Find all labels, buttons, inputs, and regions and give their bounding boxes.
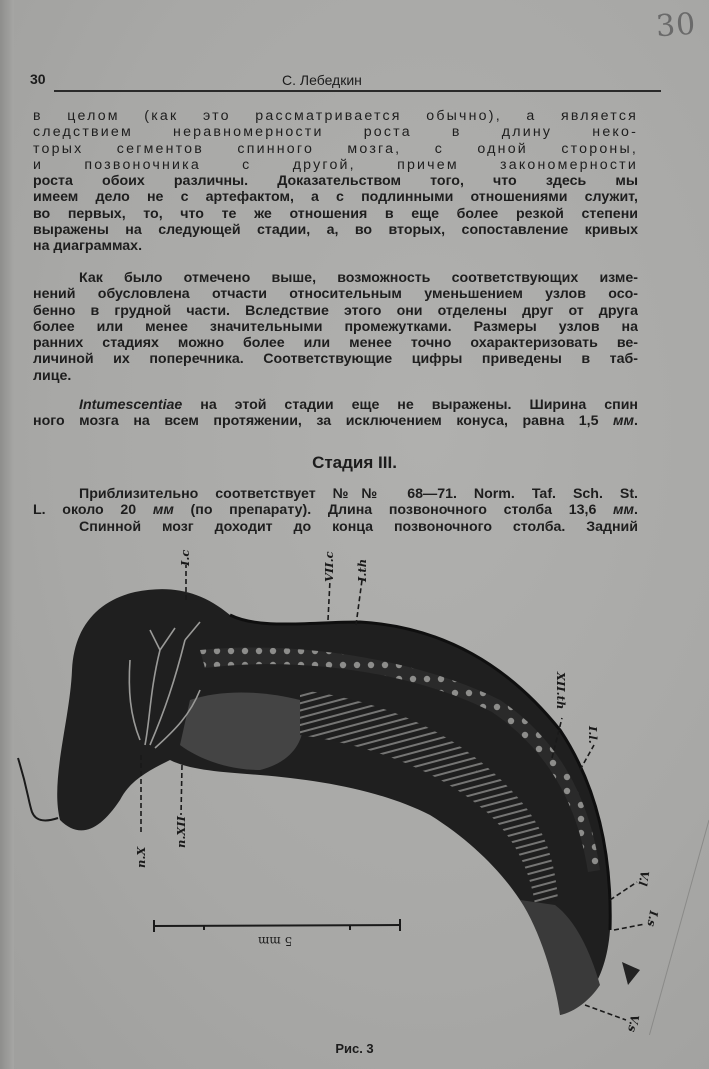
label-viic: VII.c — [322, 551, 336, 582]
text-line: Спинной мозг доходит до конца позвоночного столба. Задний — [79, 518, 638, 535]
text-line: следствием неравномерности роста в длину неко- — [33, 124, 638, 141]
label-nxii: n.XII — [174, 815, 188, 848]
figure-caption: Рис. 3 — [335, 1041, 374, 1056]
running-head-author: С. Лебедкин — [282, 72, 362, 88]
running-header — [30, 71, 630, 93]
text-line: Как было отмечено выше, возможность соответствующих изме- — [79, 270, 638, 286]
text-line: ранних стадиях можно более или менее точно охарактеризовать ве- — [33, 335, 638, 352]
scale-bar-label: 5 mm — [258, 934, 293, 948]
text-segment: . — [634, 502, 638, 519]
triangle-marker — [622, 962, 640, 985]
text-segment: . — [634, 413, 638, 430]
label-nx: n.X — [134, 846, 148, 868]
paragraph-3 — [33, 397, 638, 430]
header-rule — [54, 90, 661, 92]
unit: мм — [613, 502, 635, 519]
text-line — [33, 413, 638, 429]
text-line — [33, 397, 638, 413]
text-line: личиной их поперечника. Соответствующие цифры приведены в таб- — [33, 351, 638, 368]
paragraph-2 — [33, 270, 638, 384]
label-il: I.l. — [586, 726, 600, 744]
handwritten-page-number: 30 — [654, 6, 698, 45]
paragraph-1 — [33, 108, 638, 255]
label-lc: I.c — [178, 549, 192, 566]
text-segment: на этой стадии еще не выражены. Ширина спин — [182, 397, 638, 413]
text-line: лице. — [33, 367, 72, 384]
text-line: имеем дело не с артефактом, а с подлинными отношениями служит, — [33, 189, 638, 206]
text-line: Приблизительно соответствует №№ 68—71. Norm. Taf. Sch. St. — [79, 486, 638, 502]
text-segment: ного мозга на всем протяжении, за исключением конуса, равна 1,5 — [33, 413, 614, 430]
scale-bar — [154, 919, 400, 932]
thread-line — [18, 758, 58, 820]
section-heading: Стадия III. — [312, 453, 397, 472]
figure-illustration — [0, 545, 709, 1035]
text-line: бенно в грудной части. Вследствие этого они отделены друг от друга — [33, 302, 638, 319]
paragraph-4 — [33, 486, 638, 535]
text-segment: (по препарату). Длина позвоночного столба 13,6 — [173, 502, 614, 519]
text-line: более или менее значительными промежутками. Размеры узлов на — [33, 318, 638, 335]
label-ith: I.th — [355, 558, 369, 582]
text-line: нений обусловлена отчасти относительным уменьшением узлов осо- — [33, 286, 638, 303]
label-vs: V.s — [625, 1013, 642, 1034]
text-line: в целом (как это рассматривается обычно), а является — [33, 108, 638, 124]
page-number: 30 — [30, 71, 46, 87]
label-vl: V.l — [635, 869, 652, 888]
label-xiith: XII.th — [554, 672, 568, 710]
text-line: на диаграммах. — [33, 238, 143, 255]
text-line: во первых, то, что те же отношения в еще более резкой степени — [33, 205, 638, 222]
unit: мм — [613, 413, 635, 430]
text-line: торых сегментов спинного мозга, с одной стороны, — [33, 140, 638, 157]
text-segment: L. около 20 — [33, 502, 153, 519]
text-line: выражены на следующей стадии, а, во вторых, сопоставление кривых — [33, 222, 638, 239]
text-line: и позвоночника с другой, причем закономерности — [33, 156, 638, 173]
unit: мм — [152, 502, 174, 519]
italic-term: Intumescentiae — [79, 397, 183, 413]
diagonal-crease — [640, 820, 709, 1035]
text-line: роста обоих различны. Доказательством того, что здесь мы — [33, 173, 638, 190]
text-line — [33, 502, 638, 518]
label-is: I.s — [644, 909, 661, 928]
